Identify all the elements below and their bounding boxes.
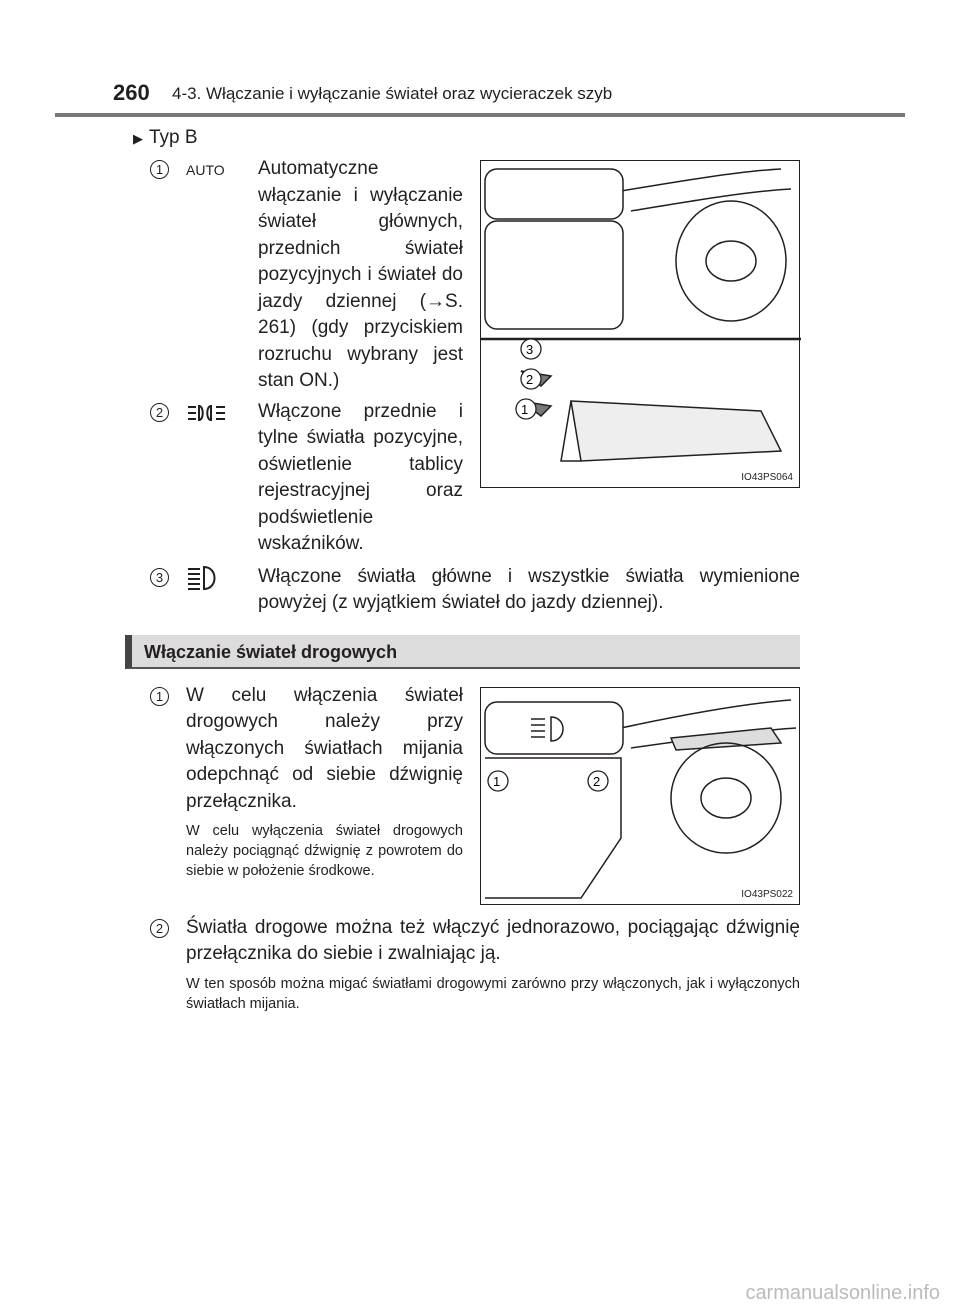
fig1-label-2: 2 xyxy=(526,372,534,387)
item-3-text: Włączone światła główne i wszystkie światła wymienione powyżej (z wyjątkiem świateł do jazdy dziennej). xyxy=(258,565,800,613)
item-b-2-body xyxy=(186,915,800,1014)
circled-number: 3 xyxy=(150,568,169,587)
header-divider xyxy=(55,113,905,117)
circled-number: 2 xyxy=(150,403,169,422)
item-2 xyxy=(150,399,463,558)
fig2-label-2: 2 xyxy=(593,773,601,789)
item-b-1-note: W celu wyłączenia świateł drogowych należy pociągnąć dźwignię z powrotem do siebie w położenie środkowe. xyxy=(186,823,463,879)
item-number-3 xyxy=(150,564,186,587)
item-b-number-1 xyxy=(150,683,186,706)
item-b-2 xyxy=(150,915,800,1014)
item-b-1 xyxy=(150,683,463,882)
fig1-label-3: 3 xyxy=(526,342,534,357)
item-3 xyxy=(150,564,800,617)
headlight-icon xyxy=(186,564,258,597)
item-number-2 xyxy=(150,399,186,422)
figure-high-beam xyxy=(480,687,800,905)
block-a xyxy=(150,156,800,558)
section-header-title: 4-3. Włączanie i wyłączanie świateł oraz wycieraczek szyb xyxy=(172,84,613,103)
item-1 xyxy=(150,156,463,395)
item-b-1-text: W celu włączenia świateł drogowych należy przy włączonych światłach mijania odepchnąć od siebie dźwignię przełącznika. xyxy=(186,684,463,812)
section-heading-text: Włączanie świateł drogowych xyxy=(144,641,398,662)
fig2-label-1: 1 xyxy=(493,773,501,789)
fig1-label-1: 1 xyxy=(521,402,529,417)
item-1-text: Automatyczne włączanie i wyłączanie świateł głównych, przednich świateł pozycyjnych i świateł do jazdy dziennej (→S. 261) (gdy przyciskiem rozruchu wybrany jest stan ON.) xyxy=(258,158,463,391)
triangle-bullet-icon: ▶ xyxy=(133,131,143,146)
item-number-1 xyxy=(150,156,186,179)
item-b-2-text: Światła drogowe można też włączyć jednorazowo, pociągając dźwignię przełącznika do siebie i zwalniając ją. xyxy=(186,916,800,964)
item-b-1-body xyxy=(186,683,463,882)
item-b-2-note: W ten sposób można migać światłami drogowymi zarówno przy włączonych, jak i wyłączonych światłach mijania. xyxy=(186,975,800,1012)
block-b xyxy=(150,683,800,905)
watermark: carmanualsonline.info xyxy=(745,1282,940,1304)
auto-icon: AUTO xyxy=(186,162,225,178)
figure-code: IO43PS022 xyxy=(741,888,793,900)
type-label xyxy=(133,127,198,149)
item-b-number-2 xyxy=(150,915,186,938)
type-label-text: Typ B xyxy=(149,127,198,148)
position-lights-icon xyxy=(186,399,258,429)
item-2-text: Włączone przednie i tylne światła pozycyjne, oświetlenie tablicy rejestracyjnej oraz podświetlenie wskaźników. xyxy=(258,400,463,554)
figure-light-switch-type-b xyxy=(480,160,800,488)
content-flow xyxy=(144,156,800,1014)
section-heading xyxy=(125,635,800,669)
circled-number: 2 xyxy=(150,919,169,938)
items-a-column xyxy=(150,156,463,558)
figure-code: IO43PS064 xyxy=(741,472,793,483)
page-number: 260 xyxy=(113,80,150,105)
circled-number: 1 xyxy=(150,687,169,706)
circled-number: 1 xyxy=(150,160,169,179)
